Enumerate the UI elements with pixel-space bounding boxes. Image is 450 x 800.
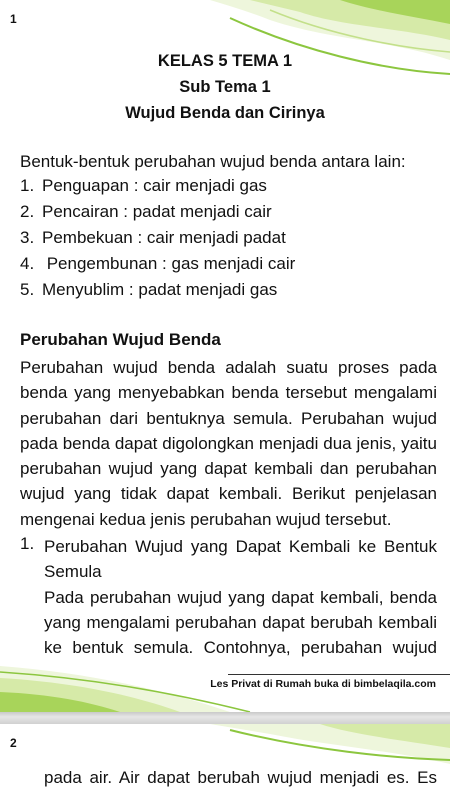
paragraph-line: pada air. Air dapat berubah wujud menjadi es. Es xyxy=(44,768,437,787)
paragraph-line: pada benda dapat digolongkan menjadi dua jenis, yaitu xyxy=(20,433,437,453)
footer-rule xyxy=(228,674,450,675)
list-item xyxy=(20,228,295,254)
paragraph-line: Perubahan wujud benda adalah suatu proses pada xyxy=(20,358,437,377)
list-number: 1. xyxy=(20,176,35,195)
list-item xyxy=(20,254,295,280)
list-number: 4. xyxy=(20,254,35,273)
paragraph-line: benda yang menyebabkan benda tersebut mengalami xyxy=(20,383,437,403)
document-page-2 xyxy=(0,724,450,800)
item-body-line: yang mengalami perubahan dapat berubah kembali xyxy=(44,612,437,632)
title-subtheme: Sub Tema 1 xyxy=(179,78,271,96)
list-text: Penguapan : cair menjadi gas xyxy=(42,176,267,195)
item-body xyxy=(44,585,437,661)
paragraph-line: perubahan wujud yang dapat kembali dan perubahan xyxy=(20,459,437,479)
list-text: Menyublim : padat menjadi gas xyxy=(42,280,278,299)
section-heading: Perubahan Wujud Benda xyxy=(20,330,221,349)
green-wave-decoration-top xyxy=(210,724,450,774)
list-text: Pembekuan : cair menjadi padat xyxy=(42,228,286,247)
list-number: 5. xyxy=(20,280,35,299)
page-separator xyxy=(0,712,450,724)
title-topic: Wujud Benda dan Cirinya xyxy=(125,104,325,122)
item-body-line: ke bentuk semula. Contohnya, perubahan wujud xyxy=(44,638,437,658)
item-title-line: Semula xyxy=(44,562,102,582)
list-item xyxy=(20,280,295,306)
page-number: 1 xyxy=(10,12,17,26)
footer-text: Les Privat di Rumah buka di bimbelaqila.com xyxy=(210,678,436,690)
list-number: 3. xyxy=(20,228,35,247)
paragraph-line: perubahan dari bentuknya semula. Perubahan wujud xyxy=(20,408,437,428)
paragraph-line: wujud yang tidak dapat kembali. Berikut penjelasan xyxy=(20,484,437,504)
item-body-line: Pada perubahan wujud yang dapat kembali, benda xyxy=(44,587,437,607)
item-title xyxy=(44,534,437,585)
change-list xyxy=(20,176,295,306)
list-item xyxy=(20,176,295,202)
body-paragraph xyxy=(20,355,437,532)
list-text: Pengembunan : gas menjadi cair xyxy=(42,254,296,273)
list-text: Pencairan : padat menjadi cair xyxy=(42,202,272,221)
item-title-line: Perubahan Wujud yang Dapat Kembali ke Bentuk xyxy=(44,537,437,556)
paragraph-line: mengenai kedua jenis perubahan wujud tersebut. xyxy=(20,509,392,529)
title-class: KELAS 5 TEMA 1 xyxy=(157,52,293,70)
page-number: 2 xyxy=(10,736,17,750)
list-number: 2. xyxy=(20,202,35,221)
intro-text: Bentuk-bentuk perubahan wujud benda antara lain: xyxy=(20,152,406,171)
list-item xyxy=(20,202,295,228)
item-number: 1. xyxy=(20,534,35,553)
